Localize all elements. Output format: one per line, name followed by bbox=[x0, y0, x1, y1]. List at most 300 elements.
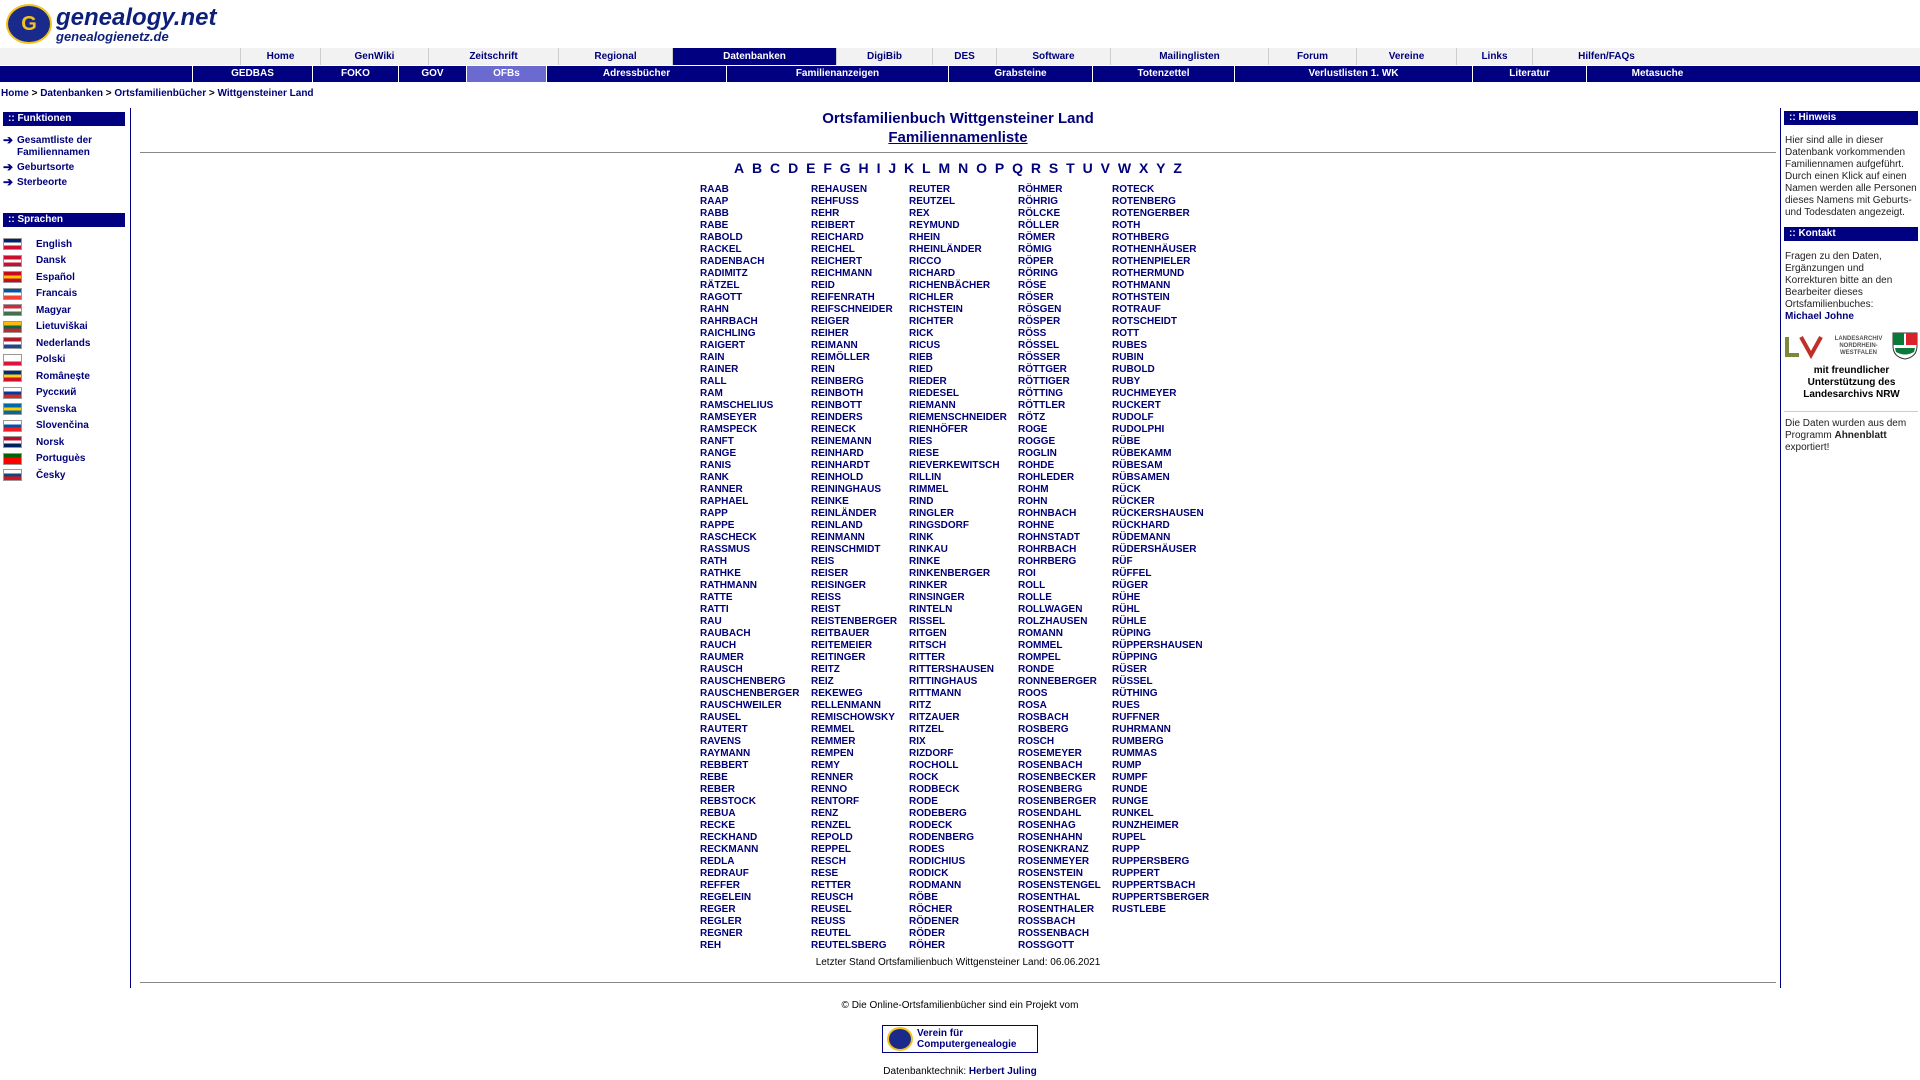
surname-link[interactable]: REKEWEG bbox=[811, 688, 863, 699]
surname-link[interactable]: REISTENBERGER bbox=[811, 616, 898, 627]
surname-link[interactable]: REINDERS bbox=[811, 412, 863, 423]
surname-link[interactable]: RENZEL bbox=[811, 820, 851, 831]
letter-link-j[interactable]: J bbox=[888, 160, 897, 176]
surname-link[interactable]: RABB bbox=[700, 208, 729, 219]
letter-link-s[interactable]: S bbox=[1048, 160, 1059, 176]
surname-link[interactable]: RAUSCHWEILER bbox=[700, 700, 782, 711]
surname-link[interactable]: RÜPING bbox=[1112, 628, 1151, 639]
surname-link[interactable]: RÜCKHARD bbox=[1112, 520, 1170, 531]
surname-link[interactable]: RUMMAS bbox=[1112, 748, 1157, 759]
surname-link[interactable]: REX bbox=[909, 208, 930, 219]
surname-link[interactable]: RANFT bbox=[700, 436, 734, 447]
surname-link[interactable]: RUPPERT bbox=[1112, 868, 1160, 879]
letter-link-m[interactable]: M bbox=[938, 160, 951, 176]
surname-link[interactable]: RÖTTIGER bbox=[1018, 376, 1070, 387]
surname-link[interactable]: RITGEN bbox=[909, 628, 947, 639]
surname-link[interactable]: REINMANN bbox=[811, 532, 865, 543]
surname-link[interactable]: RICHLER bbox=[909, 292, 954, 303]
language-item-nederlands[interactable] bbox=[3, 335, 130, 352]
surname-link[interactable]: RÖSS bbox=[1018, 328, 1047, 339]
letter-link-t[interactable]: T bbox=[1066, 160, 1075, 176]
surname-link[interactable]: RUNZHEIMER bbox=[1112, 820, 1179, 831]
surname-link[interactable]: RUBY bbox=[1112, 376, 1141, 387]
surname-link[interactable]: RINK bbox=[909, 532, 934, 543]
language-link[interactable]: Svenska bbox=[36, 403, 77, 415]
surname-link[interactable]: ROCHOLL bbox=[909, 760, 959, 771]
language-link[interactable]: Русский bbox=[36, 387, 77, 399]
subnav-item-literatur[interactable]: Literatur bbox=[1472, 66, 1586, 82]
subnav-item-verlustlisten-1-wk[interactable]: Verlustlisten 1. WK bbox=[1234, 66, 1472, 82]
surname-link[interactable]: ROTECK bbox=[1112, 184, 1155, 195]
subnav-item-gov[interactable]: GOV bbox=[398, 66, 466, 82]
surname-link[interactable]: RICHTER bbox=[909, 316, 954, 327]
surname-link[interactable]: RANGE bbox=[700, 448, 737, 459]
surname-link[interactable]: REIN bbox=[811, 364, 835, 375]
letter-link-w[interactable]: W bbox=[1117, 160, 1132, 176]
surname-link[interactable]: ROSSENBACH bbox=[1018, 928, 1090, 939]
surname-link[interactable]: REUSCH bbox=[811, 892, 854, 903]
surname-link[interactable]: ROTENBERG bbox=[1112, 196, 1176, 207]
surname-link[interactable]: REBSTOCK bbox=[700, 796, 756, 807]
surname-link[interactable]: RÖTTING bbox=[1018, 388, 1063, 399]
surname-link[interactable]: RECKE bbox=[700, 820, 736, 831]
breadcrumb-home[interactable]: Home bbox=[1, 88, 29, 99]
nav-item-forum[interactable]: Forum bbox=[1268, 48, 1356, 65]
surname-link[interactable]: RÖHMER bbox=[1018, 184, 1063, 195]
surname-link[interactable]: REUSS bbox=[811, 916, 846, 927]
nav-item-links[interactable]: Links bbox=[1456, 48, 1532, 65]
surname-link[interactable]: RAAP bbox=[700, 196, 729, 207]
surname-link[interactable]: RÖSGEN bbox=[1018, 304, 1062, 315]
surname-link[interactable]: ROGGE bbox=[1018, 436, 1056, 447]
nav-item-zeitschrift[interactable]: Zeitschrift bbox=[428, 48, 558, 65]
surname-link[interactable]: REICHMANN bbox=[811, 268, 873, 279]
surname-link[interactable]: RUMBERG bbox=[1112, 736, 1164, 747]
surname-link[interactable]: REHR bbox=[811, 208, 840, 219]
surname-link[interactable]: ROMPEL bbox=[1018, 652, 1061, 663]
surname-link[interactable]: REINLAND bbox=[811, 520, 863, 531]
surname-link[interactable]: ROSENBERG bbox=[1018, 784, 1083, 795]
language-item-magyar[interactable] bbox=[3, 302, 130, 319]
func-link-geburtsorte[interactable]: Geburtsorte bbox=[17, 162, 75, 173]
surname-link[interactable]: REITINGER bbox=[811, 652, 866, 663]
language-link[interactable]: Francais bbox=[36, 288, 78, 300]
language-item-esky[interactable] bbox=[3, 467, 130, 484]
language-link[interactable]: Polski bbox=[36, 354, 66, 366]
surname-link[interactable]: ROSBERG bbox=[1018, 724, 1069, 735]
surname-link[interactable]: RAMSPECK bbox=[700, 424, 758, 435]
surname-link[interactable]: REUTZEL bbox=[909, 196, 956, 207]
surname-link[interactable]: ROSENMEYER bbox=[1018, 856, 1090, 867]
surname-link[interactable]: RIENHÖFER bbox=[909, 424, 968, 435]
language-link[interactable]: Românește bbox=[36, 370, 90, 382]
surname-link[interactable]: ROSENKRANZ bbox=[1018, 844, 1089, 855]
letter-link-o[interactable]: O bbox=[976, 160, 987, 176]
surname-link[interactable]: ROHRBACH bbox=[1018, 544, 1077, 555]
surname-link[interactable]: ROTHERMUND bbox=[1112, 268, 1185, 279]
surname-link[interactable]: RABE bbox=[700, 220, 729, 231]
surname-link[interactable]: ROSENHAHN bbox=[1018, 832, 1083, 843]
letter-link-l[interactable]: L bbox=[922, 160, 931, 176]
surname-link[interactable]: REICHERT bbox=[811, 256, 863, 267]
surname-link[interactable]: RÖMIG bbox=[1018, 244, 1052, 255]
surname-link[interactable]: RIED bbox=[909, 364, 933, 375]
surname-link[interactable]: RÜGER bbox=[1112, 580, 1149, 591]
letter-link-v[interactable]: V bbox=[1100, 160, 1110, 176]
surname-link[interactable]: RECKMANN bbox=[700, 844, 759, 855]
surname-link[interactable]: RUPPERTSBERGER bbox=[1112, 892, 1210, 903]
language-link[interactable]: Dansk bbox=[36, 255, 67, 267]
language-link[interactable]: Česky bbox=[36, 469, 66, 481]
surname-link[interactable]: RETTER bbox=[811, 880, 851, 891]
surname-link[interactable]: RALL bbox=[700, 376, 727, 387]
surname-link[interactable]: REIMÖLLER bbox=[811, 352, 870, 363]
surname-link[interactable]: REINBERG bbox=[811, 376, 864, 387]
surname-link[interactable]: RÜFFEL bbox=[1112, 568, 1152, 579]
surname-link[interactable]: RAIN bbox=[700, 352, 725, 363]
surname-link[interactable]: REHAUSEN bbox=[811, 184, 868, 195]
surname-link[interactable]: RÜHLE bbox=[1112, 616, 1147, 627]
nav-item-digibib[interactable]: DigiBib bbox=[836, 48, 932, 65]
surname-link[interactable]: REDLA bbox=[700, 856, 735, 867]
breadcrumb-wittgensteiner-land[interactable]: Wittgensteiner Land bbox=[217, 88, 314, 99]
footer-tech-name-link[interactable]: Herbert Juling bbox=[968, 1066, 1037, 1077]
surname-link[interactable]: ROSBACH bbox=[1018, 712, 1069, 723]
surname-link[interactable]: RAUSEL bbox=[700, 712, 742, 723]
surname-link[interactable]: RODICK bbox=[909, 868, 949, 879]
surname-link[interactable]: RÜSER bbox=[1112, 664, 1148, 675]
subnav-item-totenzettel[interactable]: Totenzettel bbox=[1092, 66, 1234, 82]
surname-link[interactable]: RÖTTGER bbox=[1018, 364, 1067, 375]
letter-link-r[interactable]: R bbox=[1030, 160, 1041, 176]
surname-link[interactable]: REISER bbox=[811, 568, 849, 579]
language-link[interactable]: Lietuviškai bbox=[36, 321, 88, 333]
surname-link[interactable]: RHEIN bbox=[909, 232, 941, 243]
surname-link[interactable]: RAUSCH bbox=[700, 664, 743, 675]
surname-link[interactable]: RÜDERSHÄUSER bbox=[1112, 544, 1197, 555]
func-link-gesamtliste[interactable]: Gesamtliste der Familiennamen bbox=[17, 135, 93, 158]
surname-link[interactable]: REINEMANN bbox=[811, 436, 872, 447]
surname-link[interactable]: ROTENGERBER bbox=[1112, 208, 1190, 219]
letter-link-b[interactable]: B bbox=[752, 160, 763, 176]
surname-link[interactable]: RACKEL bbox=[700, 244, 742, 255]
surname-link[interactable]: RAPPE bbox=[700, 520, 735, 531]
surname-link[interactable]: ROMANN bbox=[1018, 628, 1063, 639]
surname-link[interactable]: ROSSBACH bbox=[1018, 916, 1076, 927]
surname-link[interactable]: RÖSE bbox=[1018, 280, 1047, 291]
surname-link[interactable]: RÖLCKE bbox=[1018, 208, 1061, 219]
surname-link[interactable]: RUPP bbox=[1112, 844, 1140, 855]
surname-link[interactable]: REIZ bbox=[811, 676, 834, 687]
nav-item-software[interactable]: Software bbox=[996, 48, 1110, 65]
surname-link[interactable]: REIBERT bbox=[811, 220, 855, 231]
surname-link[interactable]: RUSTLEBE bbox=[1112, 904, 1166, 915]
surname-link[interactable]: ROMMEL bbox=[1018, 640, 1063, 651]
surname-link[interactable]: RINKENBERGER bbox=[909, 568, 991, 579]
surname-link[interactable]: REISS bbox=[811, 592, 842, 603]
surname-link[interactable]: RÜBE bbox=[1112, 436, 1141, 447]
surname-link[interactable]: ROHDE bbox=[1018, 460, 1055, 471]
surname-link[interactable]: RICHSTEIN bbox=[909, 304, 963, 315]
surname-link[interactable]: REMMER bbox=[811, 736, 856, 747]
surname-link[interactable]: REIMANN bbox=[811, 340, 858, 351]
surname-link[interactable]: RUPPERTSBACH bbox=[1112, 880, 1196, 891]
surname-link[interactable]: RASSMUS bbox=[700, 544, 751, 555]
surname-link[interactable]: RÖSPER bbox=[1018, 316, 1061, 327]
surname-link[interactable]: ROSENDAHL bbox=[1018, 808, 1082, 819]
surname-link[interactable]: RÜPPING bbox=[1112, 652, 1158, 663]
surname-link[interactable]: ROHNE bbox=[1018, 520, 1055, 531]
surname-link[interactable]: RODECK bbox=[909, 820, 953, 831]
surname-link[interactable]: RICCO bbox=[909, 256, 942, 267]
func-link-sterbeorte[interactable]: Sterbeorte bbox=[17, 177, 68, 188]
language-item-francais[interactable] bbox=[3, 286, 130, 303]
language-item-polski[interactable] bbox=[3, 352, 130, 369]
surname-link[interactable]: RODICHIUS bbox=[909, 856, 966, 867]
surname-link[interactable]: REMISCHOWSKY bbox=[811, 712, 895, 723]
surname-link[interactable]: REINHARD bbox=[811, 448, 864, 459]
surname-link[interactable]: ROGLIN bbox=[1018, 448, 1057, 459]
surname-link[interactable]: RIEDER bbox=[909, 376, 947, 387]
surname-link[interactable]: RATH bbox=[700, 556, 728, 567]
surname-link[interactable]: RAPHAEL bbox=[700, 496, 749, 507]
surname-link[interactable]: RÜTHING bbox=[1112, 688, 1158, 699]
surname-link[interactable]: ROTRAUF bbox=[1112, 304, 1161, 315]
surname-link[interactable]: RODES bbox=[909, 844, 945, 855]
language-item-english[interactable] bbox=[3, 236, 130, 253]
surname-link[interactable]: RUBES bbox=[1112, 340, 1148, 351]
surname-link[interactable]: RICHENBÄCHER bbox=[909, 280, 991, 291]
surname-link[interactable]: RUES bbox=[1112, 700, 1140, 711]
letter-link-p[interactable]: P bbox=[994, 160, 1005, 176]
surname-link[interactable]: RUMPF bbox=[1112, 772, 1148, 783]
surname-link[interactable]: ROHNBACH bbox=[1018, 508, 1077, 519]
surname-link[interactable]: ROSEMEYER bbox=[1018, 748, 1082, 759]
surname-link[interactable]: RODE bbox=[909, 796, 938, 807]
surname-link[interactable]: REINLÄNDER bbox=[811, 508, 877, 519]
surname-link[interactable]: ROSCH bbox=[1018, 736, 1055, 747]
surname-link[interactable]: ROSENTHAL bbox=[1018, 892, 1081, 903]
surname-link[interactable]: ROSSGOTT bbox=[1018, 940, 1075, 951]
surname-link[interactable]: RUDOLF bbox=[1112, 412, 1154, 423]
surname-link[interactable]: REITBAUER bbox=[811, 628, 870, 639]
surname-link[interactable]: RAHN bbox=[700, 304, 729, 315]
surname-link[interactable]: RITTER bbox=[909, 652, 946, 663]
surname-link[interactable]: REIST bbox=[811, 604, 841, 615]
surname-link[interactable]: REIFSCHNEIDER bbox=[811, 304, 893, 315]
surname-link[interactable]: REIHER bbox=[811, 328, 849, 339]
subnav-item-familienanzeigen[interactable]: Familienanzeigen bbox=[726, 66, 948, 82]
language-link[interactable]: Español bbox=[36, 271, 75, 283]
surname-link[interactable]: RÜHL bbox=[1112, 604, 1140, 615]
surname-link[interactable]: REUTELSBERG bbox=[811, 940, 887, 951]
surname-link[interactable]: RÖRING bbox=[1018, 268, 1058, 279]
surname-link[interactable]: RENZ bbox=[811, 808, 839, 819]
surname-link[interactable]: RIX bbox=[909, 736, 926, 747]
letter-link-n[interactable]: N bbox=[958, 160, 969, 176]
surname-link[interactable]: RESE bbox=[811, 868, 839, 879]
func-item-sterbeorte[interactable] bbox=[3, 177, 130, 189]
vfc-logo[interactable] bbox=[882, 1025, 1038, 1053]
subnav-item-adressb-cher[interactable]: Adressbücher bbox=[546, 66, 726, 82]
surname-link[interactable]: REITEMEIER bbox=[811, 640, 873, 651]
surname-link[interactable]: RUCKERT bbox=[1112, 400, 1161, 411]
letter-link-q[interactable]: Q bbox=[1012, 160, 1023, 176]
surname-link[interactable]: RADIMITZ bbox=[700, 268, 748, 279]
surname-link[interactable]: REININGHAUS bbox=[811, 484, 882, 495]
language-link[interactable]: Magyar bbox=[36, 304, 72, 316]
surname-link[interactable]: RÖPER bbox=[1018, 256, 1054, 267]
surname-link[interactable]: ROLLWAGEN bbox=[1018, 604, 1083, 615]
surname-link[interactable]: REINSCHMIDT bbox=[811, 544, 881, 555]
surname-link[interactable]: RÜF bbox=[1112, 556, 1133, 567]
surname-link[interactable]: RÜBESAM bbox=[1112, 460, 1163, 471]
surname-link[interactable]: RÖSER bbox=[1018, 292, 1054, 303]
surname-link[interactable]: RÖTZ bbox=[1018, 412, 1046, 423]
surname-link[interactable]: RATHKE bbox=[700, 568, 741, 579]
letter-link-x[interactable]: X bbox=[1138, 160, 1149, 176]
breadcrumb-ortsfamilienbuecher[interactable]: Ortsfamilienbücher bbox=[114, 88, 207, 99]
surname-link[interactable]: RÖSSER bbox=[1018, 352, 1061, 363]
letter-link-c[interactable]: C bbox=[770, 160, 781, 176]
surname-link[interactable]: RÖHER bbox=[909, 940, 946, 951]
surname-link[interactable]: RESCH bbox=[811, 856, 847, 867]
surname-link[interactable]: REMMEL bbox=[811, 724, 855, 735]
surname-link[interactable]: RAUBACH bbox=[700, 628, 751, 639]
kontakt-name-link[interactable]: Michael Johne bbox=[1785, 311, 1854, 322]
language-item-lietuvi-kai[interactable] bbox=[3, 319, 130, 336]
letter-link-z[interactable]: Z bbox=[1173, 160, 1182, 176]
letter-link-h[interactable]: H bbox=[858, 160, 869, 176]
language-item-sloven-ina[interactable] bbox=[3, 418, 130, 435]
surname-link[interactable]: ROTHENHÄUSER bbox=[1112, 244, 1197, 255]
surname-link[interactable]: RAM bbox=[700, 388, 723, 399]
language-link[interactable]: Nederlands bbox=[36, 337, 91, 349]
surname-link[interactable]: RÖBE bbox=[909, 892, 938, 903]
surname-link[interactable]: RAUSCHENBERG bbox=[700, 676, 786, 687]
surname-link[interactable]: REBE bbox=[700, 772, 728, 783]
nav-item-datenbanken[interactable]: Datenbanken bbox=[672, 48, 836, 65]
language-item-dansk[interactable] bbox=[3, 253, 130, 270]
surname-link[interactable]: ROI bbox=[1018, 568, 1036, 579]
surname-link[interactable]: RAAB bbox=[700, 184, 729, 195]
func-item-gesamtliste[interactable] bbox=[3, 135, 130, 159]
surname-link[interactable]: RUFFNER bbox=[1112, 712, 1160, 723]
surname-link[interactable]: RINGSDORF bbox=[909, 520, 969, 531]
surname-link[interactable]: RADENBACH bbox=[700, 256, 765, 267]
surname-link[interactable]: REGELEIN bbox=[700, 892, 752, 903]
surname-link[interactable]: REBUA bbox=[700, 808, 736, 819]
surname-link[interactable]: RÜSSEL bbox=[1112, 676, 1153, 687]
surname-link[interactable]: RAUCH bbox=[700, 640, 737, 651]
surname-link[interactable]: RINSINGER bbox=[909, 592, 965, 603]
surname-link[interactable]: REID bbox=[811, 280, 835, 291]
surname-link[interactable]: RÜPPERSHAUSEN bbox=[1112, 640, 1203, 651]
surname-link[interactable]: RAU bbox=[700, 616, 722, 627]
surname-link[interactable]: RUMP bbox=[1112, 760, 1142, 771]
surname-link[interactable]: ROSENHAG bbox=[1018, 820, 1076, 831]
surname-link[interactable]: REBBERT bbox=[700, 760, 749, 771]
surname-link[interactable]: RÜCKER bbox=[1112, 496, 1155, 507]
surname-link[interactable]: RECKHAND bbox=[700, 832, 758, 843]
letter-link-i[interactable]: I bbox=[876, 160, 881, 176]
surname-link[interactable]: REICHEL bbox=[811, 244, 855, 255]
surname-link[interactable]: RUNGE bbox=[1112, 796, 1149, 807]
surname-link[interactable]: RÖSSEL bbox=[1018, 340, 1060, 351]
surname-link[interactable]: RAVENS bbox=[700, 736, 741, 747]
surname-link[interactable]: REUTEL bbox=[811, 928, 851, 939]
language-link[interactable]: English bbox=[36, 238, 73, 250]
surname-link[interactable]: RICK bbox=[909, 328, 934, 339]
surname-link[interactable]: RIESE bbox=[909, 448, 940, 459]
surname-link[interactable]: RAMSEYER bbox=[700, 412, 757, 423]
surname-link[interactable]: RIZDORF bbox=[909, 748, 954, 759]
nav-item-home[interactable]: Home bbox=[240, 48, 320, 65]
language-link[interactable]: Slovenčina bbox=[36, 420, 89, 432]
surname-link[interactable]: RONDE bbox=[1018, 664, 1055, 675]
surname-link[interactable]: ROGE bbox=[1018, 424, 1048, 435]
surname-link[interactable]: RÜBSAMEN bbox=[1112, 472, 1170, 483]
language-item-svenska[interactable] bbox=[3, 401, 130, 418]
surname-link[interactable]: RAUTERT bbox=[700, 724, 748, 735]
surname-link[interactable]: RINKER bbox=[909, 580, 948, 591]
landesarchiv-logo[interactable] bbox=[1785, 331, 1918, 361]
letter-link-y[interactable]: Y bbox=[1156, 160, 1166, 176]
nav-item-regional[interactable]: Regional bbox=[558, 48, 672, 65]
surname-link[interactable]: ROHNSTADT bbox=[1018, 532, 1081, 543]
surname-link[interactable]: RAINER bbox=[700, 364, 739, 375]
surname-link[interactable]: RATTE bbox=[700, 592, 733, 603]
surname-link[interactable]: ROTHENPIELER bbox=[1112, 256, 1191, 267]
surname-link[interactable]: ROLZHAUSEN bbox=[1018, 616, 1088, 627]
surname-link[interactable]: RÖTTLER bbox=[1018, 400, 1066, 411]
func-item-geburtsorte[interactable] bbox=[3, 162, 130, 174]
language-link[interactable]: Portuguès bbox=[36, 453, 86, 465]
nav-item-mailinglisten[interactable]: Mailinglisten bbox=[1110, 48, 1268, 65]
surname-link[interactable]: RANNER bbox=[700, 484, 743, 495]
language-item-espa-ol[interactable] bbox=[3, 269, 130, 286]
surname-link[interactable]: RICHARD bbox=[909, 268, 956, 279]
surname-link[interactable]: RUNKEL bbox=[1112, 808, 1154, 819]
surname-link[interactable]: REBER bbox=[700, 784, 736, 795]
surname-link[interactable]: ROSENSTEIN bbox=[1018, 868, 1084, 879]
surname-link[interactable]: ROTHBERG bbox=[1112, 232, 1170, 243]
surname-link[interactable]: RAUSCHENBERGER bbox=[700, 688, 800, 699]
surname-link[interactable]: RIEVERKEWITSCH bbox=[909, 460, 1000, 471]
surname-link[interactable]: RINTELN bbox=[909, 604, 953, 615]
surname-link[interactable]: RAICHLING bbox=[700, 328, 756, 339]
subnav-item-ofbs[interactable]: OFBs bbox=[466, 66, 546, 82]
subnav-item-gedbas[interactable]: GEDBAS bbox=[192, 66, 312, 82]
surname-link[interactable]: ROTSCHEIDT bbox=[1112, 316, 1177, 327]
surname-link[interactable]: RÖDER bbox=[909, 928, 946, 939]
surname-link[interactable]: REYMUND bbox=[909, 220, 960, 231]
surname-link[interactable]: REITZ bbox=[811, 664, 840, 675]
surname-link[interactable]: REISINGER bbox=[811, 580, 867, 591]
surname-link[interactable]: REHFUSS bbox=[811, 196, 859, 207]
surname-link[interactable]: RÜHE bbox=[1112, 592, 1141, 603]
breadcrumb-datenbanken[interactable]: Datenbanken bbox=[40, 88, 103, 99]
surname-link[interactable]: ROHM bbox=[1018, 484, 1049, 495]
surname-link[interactable]: REUTER bbox=[909, 184, 951, 195]
surname-link[interactable]: REPPEL bbox=[811, 844, 852, 855]
surname-link[interactable]: RUHRMANN bbox=[1112, 724, 1171, 735]
surname-link[interactable]: RÜCKERSHAUSEN bbox=[1112, 508, 1204, 519]
site-logo[interactable] bbox=[6, 3, 216, 45]
surname-link[interactable]: ROTT bbox=[1112, 328, 1140, 339]
surname-link[interactable]: ROSENBACH bbox=[1018, 760, 1083, 771]
surname-link[interactable]: ROLLE bbox=[1018, 592, 1052, 603]
